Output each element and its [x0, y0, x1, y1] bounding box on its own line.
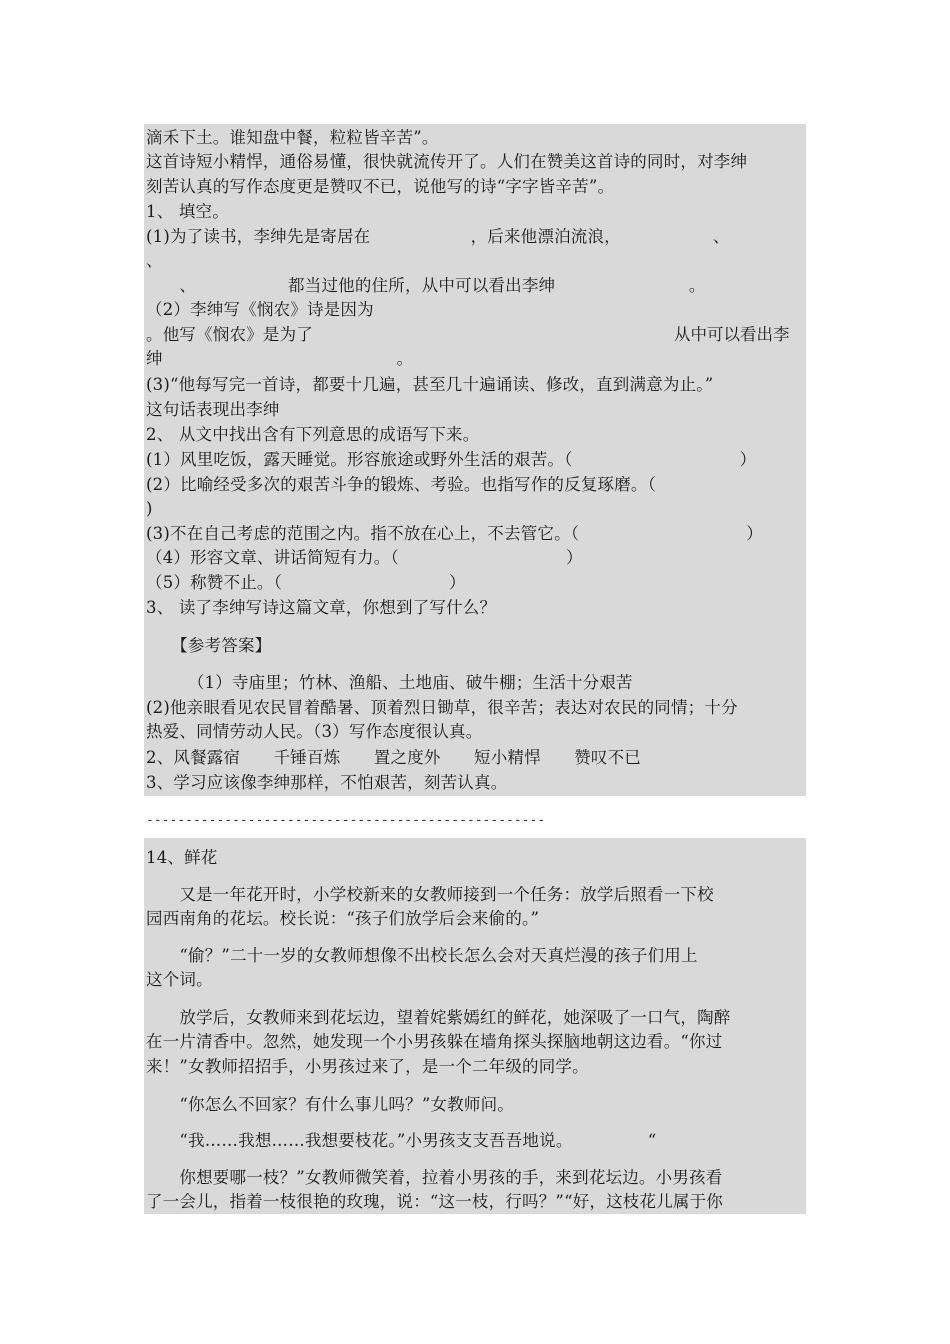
- text-line: 你想要哪一枝？”女教师微笑着，拉着小男孩的手，来到花坛边。小男孩看: [146, 1168, 723, 1187]
- text-line: ): [146, 499, 153, 518]
- text-line: 、 都当过他的住所，从中可以看出李绅 。: [146, 276, 706, 295]
- text-line: (3)不在自己考虑的范围之内。指不放在心上，不去管它。（ ）: [146, 524, 763, 543]
- text-line: (2）比喻经受多次的艰苦斗争的锻炼、考验。也指写作的反复琢磨。（: [146, 475, 657, 494]
- text-line-right: 从中可以看出李: [674, 325, 790, 344]
- text-line: 1、 填空。: [146, 202, 229, 221]
- text-line: （4）形容文章、讲话简短有力。（ ）: [146, 548, 583, 567]
- text-line: 3、 读了李绅写诗这篇文章，你想到了写什么？: [146, 598, 497, 617]
- text-line: 这个词。: [146, 970, 213, 989]
- text-line: 了一会儿，指着一枝很艳的玫瑰，说：“这一枝，行吗？”“好，这枝花儿属于你: [146, 1192, 724, 1211]
- text-line: (1）风里吃饭，露天睡觉。形容旅途或野外生活的艰苦。（ ）: [146, 450, 757, 469]
- section-title: 14、鲜花: [146, 848, 218, 867]
- text-line: “我……我想……我想要枝花。”小男孩支支吾吾地说。 “: [146, 1131, 657, 1150]
- text-line: （5）称赞不止。（ ）: [146, 573, 466, 592]
- text-line: “你怎么不回家？有什么事儿吗？”女教师问。: [146, 1095, 514, 1114]
- text-line: 滴禾下土。谁知盘中餐，粒粒皆辛苦”。: [146, 128, 439, 147]
- text-line: “偷？”二十一岁的女教师想像不出校长怎么会对天真烂漫的孩子们用上: [146, 946, 698, 965]
- text-line: (2)他亲眼看见农民冒着酷暑、顶着烈日锄草，很辛苦；表达对农民的同情；十分: [146, 698, 738, 717]
- text-line: 3、学习应该像李绅那样，不怕艰苦，刻苦认真。: [146, 773, 508, 792]
- text-line: 2、 从文中找出含有下列意思的成语写下来。: [146, 425, 480, 444]
- text-line: (3)“他每写完一首诗，都要十几遍，甚至几十遍诵读、修改，直到满意为止。”: [146, 375, 714, 394]
- text-line: 来！”女教师招招手，小男孩过来了，是一个二年级的同学。: [146, 1057, 589, 1076]
- text-line: (1)为了读书，李绅先是寄居在 ，后来他漂泊流浪， 、: [146, 227, 730, 246]
- separator-line: ---------------------------------------------------: [146, 813, 546, 828]
- text-line: 又是一年花开时，小学校新来的女教师接到一个任务：放学后照看一下校: [146, 885, 714, 904]
- text-line: 在一片清香中。忽然，她发现一个小男孩躲在墙角探头探脑地朝这边看。“你过: [146, 1032, 723, 1051]
- text-line: 。他写《悯农》是为了: [146, 325, 313, 344]
- text-line: 放学后，女教师来到花坛边，望着姹紫嫣红的鲜花，她深吸了一口气，陶醉: [146, 1008, 731, 1027]
- text-line: 这句话表现出李绅: [146, 400, 280, 419]
- text-line: 【参考答案】: [146, 636, 272, 655]
- text-line: （1）寺庙里；竹林、渔船、土地庙、破牛棚；生活十分艰苦: [146, 673, 633, 692]
- text-line: 、: [146, 251, 163, 270]
- text-line: 园西南角的花坛。校长说：“孩子们放学后会来偷的。”: [146, 909, 540, 928]
- text-line: 2、风餐露宿 千锤百炼 置之度外 短小精悍 赞叹不已: [146, 748, 641, 767]
- text-line: 热爱、同情劳动人民。（3）写作态度很认真。: [146, 722, 483, 741]
- text-line: 这首诗短小精悍，通俗易懂，很快就流传开了。人们在赞美这首诗的同时，对李绅: [146, 152, 748, 171]
- text-line: 绅 。: [146, 349, 414, 368]
- text-line: （2）李绅写《悯农》诗是因为: [146, 300, 374, 319]
- text-line: 刻苦认真的写作态度更是赞叹不已，说他写的诗“字字皆辛苦”。: [146, 177, 615, 196]
